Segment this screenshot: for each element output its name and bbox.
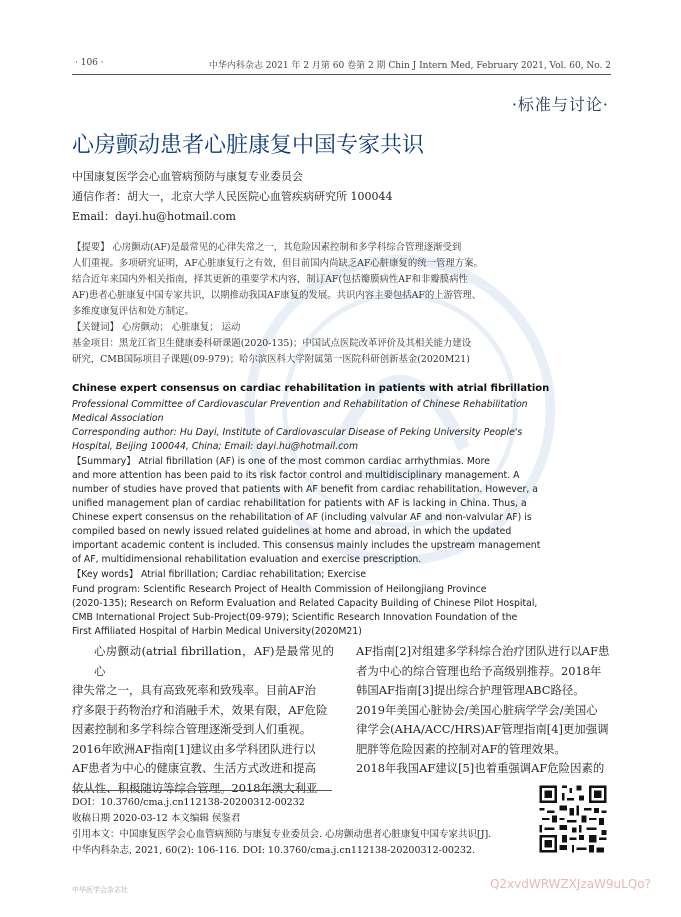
body-line: 律学会(AHA/ACC/HRS)AF管理指南[4]更加强调 <box>356 722 609 736</box>
cn-fund: 基金项目：黑龙江省卫生健康委科研课题(2020-135)；中国试点医院改革评价及其相关能力建设 <box>72 338 472 349</box>
body-left-column <box>72 642 334 798</box>
cn-fund: 研究，CMB国际项目子课题(09-979)；哈尔滨医科大学附属第一医院科研创新基金(2020M21) <box>72 354 470 365</box>
cn-abstract-line: AF)患者心脏康复中国专家共识，以期推动我国AF康复的发展。共识内容主要包括AF的上游管理、 <box>72 290 482 301</box>
body-line: 律失常之一，具有高致死率和致残率。目前AF治 <box>72 683 316 697</box>
page-number: · 106 · <box>75 58 104 68</box>
publisher-logo-text: 中华医学会杂志社 <box>72 886 128 894</box>
citation-line: 引用本文：中国康复医学会心血管病预防与康复专业委员会. 心房颤动患者心脏康复中国专家共识[J]. <box>72 829 492 840</box>
body-line: 韩国AF指南[3]提出综合护理管理ABC路径。 <box>356 683 585 697</box>
body-line: 2016年欧洲AF指南[1]建议由多学科团队进行以 <box>72 741 316 756</box>
author-org: 中国康复医学会心血管病预防与康复专业委员会 <box>72 170 303 183</box>
cn-abstract-line: 【提要】 心房颤动(AF)是最常见的心律失常之一，其危险因素控制和多学科综合管理逐渐受到 <box>72 242 462 253</box>
section-tag: ·标准与讨论· <box>511 95 609 114</box>
en-summary-line: of AF, multidimensional rehabilitation evaluation and exercise prescription. <box>72 554 422 565</box>
cn-keywords: 【关键词】 心房颤动； 心脏康复； 运动 <box>72 322 241 333</box>
en-corresponding: Hospital, Beijing 100044, China; Email: dayi.hu@hotmail.com <box>72 441 359 452</box>
cn-abstract-line: 结合近年来国内外相关指南，择其更新的重要学术内容，制订AF(包括瓣膜病性AF和非瓣膜病性 <box>72 274 468 285</box>
header-rule <box>72 74 611 75</box>
body-line: 肥胖等危险因素的控制对AF的管理效果。 <box>356 741 566 756</box>
body-line: 因素控制和多学科综合管理逐渐受到人们重视。 <box>72 722 312 736</box>
journal-header: 中华内科杂志 2021 年 2 月第 60 卷第 2 期 Chin J Intern Med, February 2021, Vol. 60, No. 2 <box>208 61 611 71</box>
en-summary-line: number of studies have proved that patients with AF benefit from cardiac rehabilitation. However, a <box>72 484 538 495</box>
body-line: 依从性、积极随访等综合管理。2018年澳大利亚 <box>72 780 318 795</box>
en-org: Professional Committee of Cardiovascular Prevention and Rehabilitation of Chinese Rehabilitation <box>72 399 528 410</box>
body-line: 2018年我国AF建议[5]也着重强调AF危险因素的 <box>356 761 605 775</box>
en-fund: CMB International Project Sub-Project(09-979); Scientific Research Innovation Foundation of the <box>72 612 518 623</box>
en-summary-line: and more attention has been paid to its risk factor control and multidisciplinary management. A <box>72 470 520 481</box>
received-line: 收稿日期 2020-03-12 本文编辑 侯鉴君 <box>72 813 241 824</box>
corresponding-author: 通信作者：胡大一，北京大学人民医院心血管疾病研究所 100044 <box>72 190 393 203</box>
en-fund: First Affiliated Hospital of Harbin Medical University(2020M21) <box>72 626 362 637</box>
en-title: Chinese expert consensus on cardiac rehabilitation in patients with atrial fibrillation <box>72 383 550 394</box>
cn-abstract-line: 多维度康复评估和处方制定。 <box>72 306 194 317</box>
en-org: Medical Association <box>72 413 164 424</box>
footer-watermark-text: Q2xvdWRWZXJzaW9uLQo? <box>489 877 651 891</box>
author-email: Email：dayi.hu@hotmail.com <box>72 210 236 223</box>
footnote-rule <box>72 790 332 791</box>
en-corresponding: Corresponding author: Hu Dayi, Institute of Cardiovascular Disease of Peking University People's <box>72 427 523 438</box>
en-summary-line: compiled based on newly issued related guidelines at home and abroad, in which the updated <box>72 526 512 537</box>
body-line: 心房颤动(atrial fibrillation，AF)是最常见的心 <box>94 644 334 678</box>
body-line: AF患者为中心的健康宣教、生活方式改进和提高 <box>72 761 316 775</box>
en-summary-line: Chinese expert consensus on the rehabilitation of AF (including valvular AF and non-valvular AF) is <box>72 512 532 523</box>
cn-abstract-line: 人们重视。多项研究证明，AF心脏康复行之有效，但目前国内尚缺乏AF心脏康复的统一管理方案。 <box>72 258 483 269</box>
article-title: 心房颤动患者心脏康复中国专家共识 <box>72 133 425 158</box>
en-summary-line: 【Summary】 Atrial fibrillation (AF) is one of the most common cardiac arrhythmias. More <box>72 456 490 467</box>
body-line: AF指南[2]对组建多学科综合治疗团队进行以AF患 <box>356 644 610 658</box>
en-fund: Fund program: Scientific Research Project of Health Commission of Heilongjiang Province <box>72 584 487 595</box>
en-keywords: 【Key words】 Atrial fibrillation; Cardiac rehabilitation; Exercise <box>72 569 367 580</box>
body-line: 疗多限于药物治疗和消融手术，效果有限，AF危险 <box>72 702 328 717</box>
en-fund: (2020-135); Research on Reform Evaluation and Related Capacity Building of Chinese Pilot Hospital, <box>72 598 538 609</box>
doi-line: DOI：10.3760/cma.j.cn112138-20200312-00232 <box>72 797 305 808</box>
en-summary-line: unified management plan of cardiac rehabilitation for patients with AF is lacking in China. Thus, a <box>72 498 527 509</box>
qr-code-icon[interactable] <box>537 783 609 855</box>
en-summary-line: important academic content is included. This consensus mainly includes the upstream management <box>72 540 541 551</box>
body-line: 者为中心的综合管理也给予高级别推荐。2018年 <box>356 663 602 678</box>
body-line: 2019年美国心脏协会/美国心脏病学学会/美国心 <box>356 702 598 717</box>
body-right-column <box>356 642 610 779</box>
citation-line: 中华内科杂志, 2021, 60(2): 106-116. DOI: 10.3760/cma.j.cn112138-20200312-00232. <box>72 845 476 856</box>
